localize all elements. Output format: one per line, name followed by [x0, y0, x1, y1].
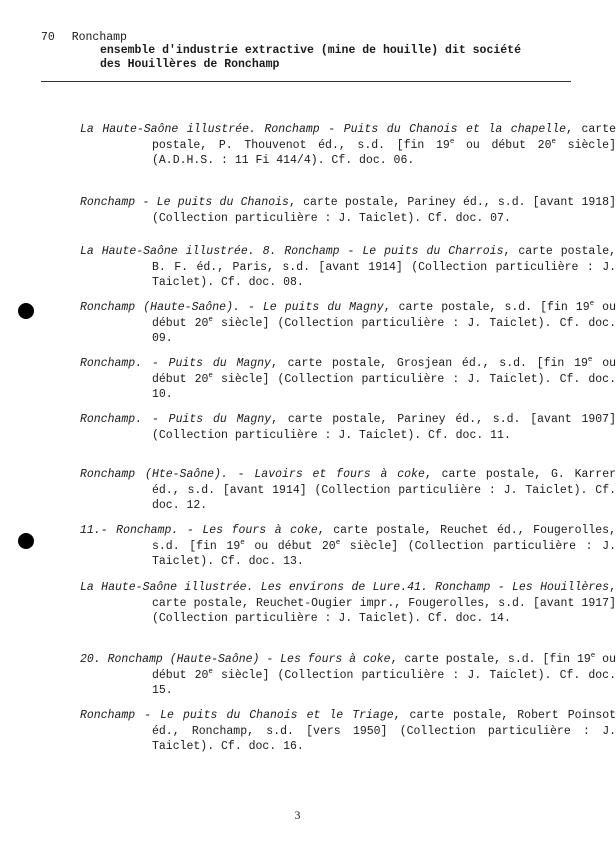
bullet-marker — [18, 303, 34, 319]
superscript: e — [208, 667, 213, 676]
entry-text: siècle] (Collection particulière : J. Taiclet). Cf. doc. 13. — [152, 539, 616, 568]
superscript: e — [589, 300, 595, 309]
list-item — [80, 580, 616, 627]
entry-text: , carte postale, Pariney éd., s.d. [avant 1907] (Collection particulière : J. Taiclet). Cf. doc. 11. — [152, 413, 616, 442]
superscript: e — [587, 356, 593, 365]
entry-title: Ronchamp - Le puits du Chanois et le Triage — [80, 709, 394, 722]
entry-text: ou début 20 — [244, 539, 336, 553]
entry-title: La Haute-Saône illustrée. 8. Ronchamp - Le puits du Charrois — [80, 245, 504, 258]
entry-title: Ronchamp - Le puits du Chanois — [80, 196, 289, 209]
entry-text: , carte postale, s.d. [fin 19 — [383, 301, 590, 314]
commune-name: Ronchamp — [71, 31, 127, 44]
entry-text: , carte postale, Reuchet éd., Fougerolles, s.d. [fin 19 — [152, 524, 616, 553]
entry-title: Ronchamp. - Puits du Magny — [80, 413, 272, 426]
entry-title: Ronchamp. - Puits du Magny — [80, 357, 271, 370]
list-item — [80, 412, 616, 443]
dossier-title-line1: ensemble d'industrie extractive (mine de houille) dit société — [100, 44, 521, 57]
superscript: e — [590, 652, 596, 661]
entry-text: ou début 20 — [152, 653, 616, 682]
entry-text: , carte postale, Grosjean éd., s.d. [fin 19 — [270, 357, 588, 370]
entry-text: siècle] (Collection particulière : J. Taiclet). Cf. doc. 15. — [152, 668, 616, 697]
entry-text: siècle] (Collection particulière : J. Taiclet). Cf. doc. 10. — [152, 372, 616, 401]
entry-title: 20. Ronchamp (Haute-Saône) - Les fours à coke — [80, 653, 391, 666]
list-item — [80, 244, 616, 291]
entry-title: Ronchamp (Haute-Saône). - Le puits du Magny — [80, 301, 384, 314]
list-item — [80, 652, 616, 699]
entry-text: siècle] (Collection particulière : J. Taiclet). Cf. doc. 09. — [152, 316, 616, 345]
superscript: e — [335, 538, 341, 547]
dossier-number: 70 — [41, 31, 55, 44]
superscript: e — [240, 538, 245, 547]
entry-text: , carte postale, Robert Poinsot éd., Ronchamp, s.d. [vers 1950] (Collection particulière : J. Taiclet). Cf. doc. 16. — [152, 709, 616, 753]
list-item — [80, 195, 616, 226]
dossier-title-line2: des Houillères de Ronchamp — [100, 58, 280, 71]
list-item — [80, 356, 616, 403]
list-item — [80, 467, 616, 514]
header-divider — [41, 81, 571, 82]
bullet-marker — [18, 533, 34, 549]
superscript: e — [208, 371, 213, 380]
entry-title: La Haute-Saône illustrée. Les environs de Lure.41. Ronchamp - Les Houillères — [80, 581, 610, 594]
list-item — [80, 523, 616, 570]
entry-text: , carte postale, P. Thouvenot éd., s.d. [fin 19 — [152, 123, 616, 152]
entry-title: La Haute-Saône illustrée. Ronchamp - Puits du Chanois et la chapelle — [80, 123, 567, 136]
superscript: e — [551, 137, 556, 146]
entry-text: ou début 20 — [152, 301, 616, 330]
entry-text: ou début 20 — [152, 357, 616, 386]
entry-title: 11.- Ronchamp. - Les fours à coke — [80, 524, 318, 537]
entry-text: , carte postale, Pariney éd., s.d. [avant 1918] (Collection particulière : J. Taiclet). Cf. doc. 07. — [152, 196, 616, 225]
page-header — [41, 31, 127, 44]
entry-text: , carte postale, Reuchet-Ougier impr., Fougerolles, s.d. [avant 1917] (Collection particulière : J. Taiclet). Cf. doc. 14. — [152, 581, 616, 625]
page-number: 3 — [294, 808, 301, 822]
superscript: e — [208, 315, 213, 324]
entry-text: siècle] (A.D.H.S. : 11 Fi 414/4). Cf. doc. 06. — [152, 138, 616, 167]
entry-text: ou début 20 — [454, 138, 552, 152]
entry-title: Ronchamp (Hte-Saône). - Lavoirs et fours à coke — [80, 468, 425, 481]
list-item — [80, 300, 616, 347]
list-item — [80, 122, 616, 169]
dossier-title — [100, 44, 570, 72]
entry-text: , carte postale, G. Karrer éd., s.d. [avant 1914] (Collection particulière : J. Taiclet). Cf. doc. 12. — [152, 468, 616, 512]
entry-text: , carte postale, s.d. [fin 19 — [390, 653, 591, 666]
entry-text: , carte postale, B. F. éd., Paris, s.d. [avant 1914] (Collection particulière : J. Taiclet). Cf. doc. 08. — [152, 245, 616, 289]
list-item — [80, 708, 616, 755]
superscript: e — [449, 137, 455, 146]
